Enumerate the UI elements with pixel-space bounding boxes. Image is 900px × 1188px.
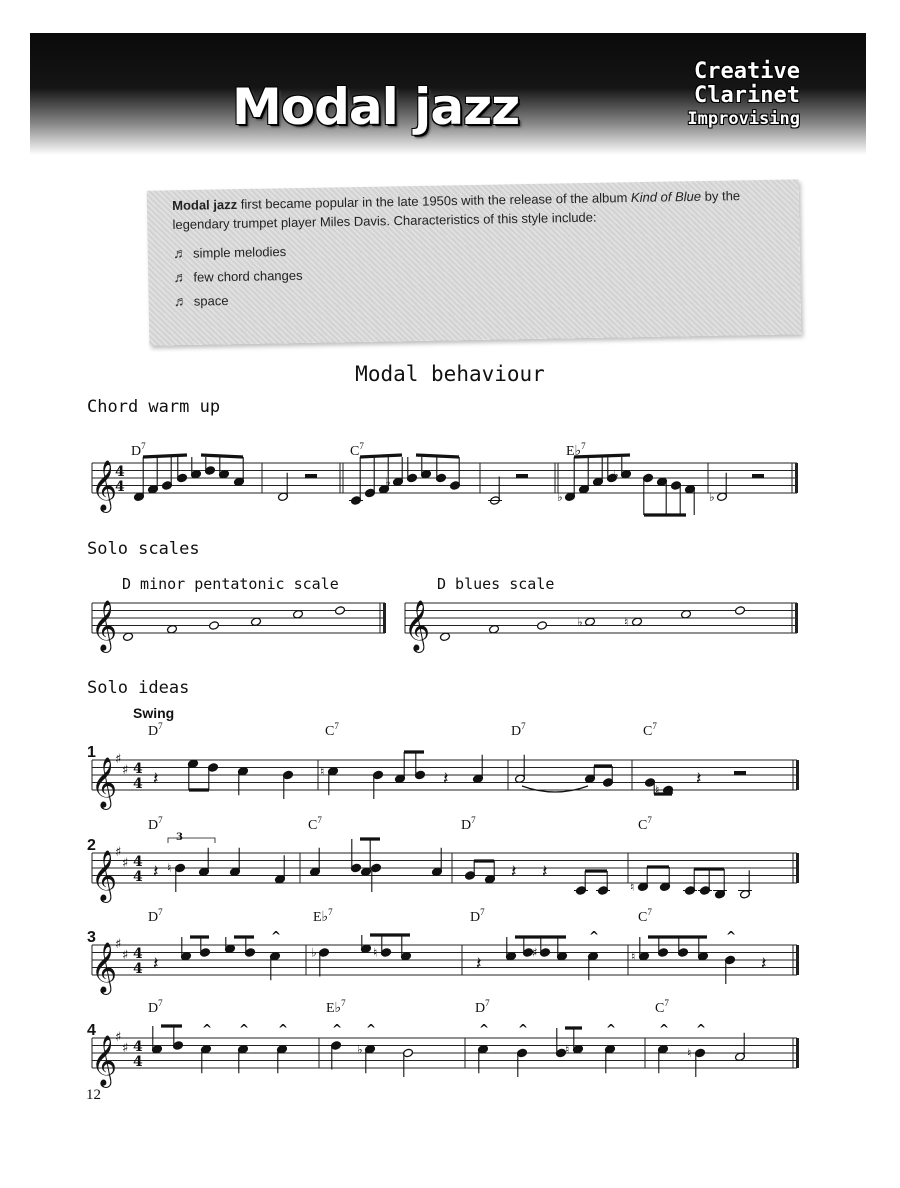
quarter-rest: 𝄽	[761, 953, 767, 975]
series-line-1: Creative	[694, 59, 800, 84]
accent-mark: ^	[726, 929, 737, 943]
beam	[201, 455, 243, 457]
time-sig-bottom: 4	[115, 479, 125, 495]
note-head	[735, 606, 746, 616]
notes-layer	[123, 455, 767, 1077]
chord-symbol: E♭$^7$	[326, 998, 346, 1016]
time-sig-bottom: 4	[133, 1054, 143, 1070]
tempo-marking: Swing	[133, 705, 175, 721]
chord-symbol: E♭$^7$	[566, 441, 586, 459]
chord-extension: 7	[652, 721, 657, 731]
accidental: ♮	[167, 861, 172, 875]
accent-mark: ^	[271, 929, 282, 943]
chord-extension: 7	[141, 441, 146, 451]
time-sig-top: 4	[133, 1039, 143, 1055]
half-rest	[734, 771, 746, 775]
chord-symbol: $D^7$	[131, 441, 146, 459]
chord-extension: 7	[664, 998, 669, 1008]
accidental: ♮	[320, 764, 325, 779]
note-head	[335, 606, 346, 616]
half-rest	[305, 474, 317, 478]
accidental: ♮	[631, 949, 636, 964]
time-sig-bottom: 4	[133, 869, 143, 885]
heading-warmup: Chord warm up	[87, 397, 221, 417]
intro-text-2: by the legendary trumpet player Miles Davis. Characteristics of this style include:	[172, 188, 741, 232]
chord-symbol: $C^7$	[638, 907, 652, 925]
chord-symbol: $D^7$	[470, 907, 485, 925]
chord-symbol: $D^7$	[511, 721, 526, 739]
sharp-sign: ♯	[122, 948, 129, 963]
accent-mark: ^	[606, 1022, 617, 1036]
quarter-rest: 𝄽	[542, 861, 548, 883]
chord-symbol: $C^7$	[655, 998, 669, 1016]
tie	[522, 786, 588, 792]
accidental: ♮	[630, 879, 635, 894]
sharp-sign: ♯	[115, 937, 122, 952]
bullet-text: few chord changes	[193, 267, 303, 285]
accent-mark: ^	[366, 1022, 377, 1036]
time-sig-bottom: 4	[133, 776, 143, 792]
scale-label-blues: D blues scale	[437, 575, 555, 593]
time-sig-top: 4	[133, 761, 143, 777]
sharp-sign: ♯	[115, 1030, 122, 1045]
scale-label-pentatonic: D minor pentatonic scale	[122, 575, 339, 593]
line-number: 1	[87, 744, 96, 761]
accent-mark: ^	[696, 1022, 707, 1036]
quarter-rest: 𝄽	[153, 861, 159, 883]
sharp-sign: ♯	[122, 1041, 129, 1056]
treble-clef: 𝄞	[404, 600, 431, 651]
sharp-sign: ♯	[122, 856, 129, 871]
quarter-rest: 𝄽	[153, 768, 159, 790]
treble-clef: 𝄞	[91, 600, 118, 651]
treble-clef: 𝄞	[91, 1035, 118, 1086]
chord-symbol: $C^7$	[643, 721, 657, 739]
accent-mark: ^	[332, 1022, 343, 1036]
music-note-icon: ♬	[173, 292, 188, 309]
sharp-sign: ♯	[115, 752, 122, 767]
page-title: Modal jazz	[232, 78, 520, 136]
music-note-icon: ♬	[172, 244, 188, 261]
accidental: ♭	[577, 614, 583, 629]
chord-extension: 7	[334, 721, 339, 731]
bullet-text: simple melodies	[192, 244, 287, 261]
accidental: ♭	[557, 489, 563, 504]
bullet-text: space	[193, 293, 229, 309]
final-barline	[796, 945, 799, 975]
treble-clef: 𝄞	[91, 942, 118, 993]
quarter-rest: 𝄽	[153, 953, 159, 975]
accidental: ♭	[385, 474, 391, 489]
chord-extension: 7	[581, 441, 586, 451]
final-barline	[796, 1038, 799, 1068]
chord-extension: 7	[359, 441, 364, 451]
intro-text-1: first became popular in the late 1950s with the release of the album	[237, 189, 632, 212]
sharp-sign: ♯	[122, 763, 129, 778]
quarter-rest: 𝄽	[476, 953, 482, 975]
accidental: ♮	[687, 1046, 692, 1060]
accidental: ♭	[311, 945, 317, 960]
accidental: ♮	[373, 945, 378, 960]
quarter-rest: 𝄽	[511, 861, 517, 883]
accidental: ♭	[357, 1042, 363, 1057]
beam	[143, 455, 187, 457]
chord-symbol: $D^7$	[148, 815, 163, 833]
beam	[416, 455, 459, 457]
accidental: ♯	[532, 945, 538, 960]
time-sig-top: 4	[133, 946, 143, 962]
heading-scales: Solo scales	[87, 539, 200, 559]
final-barline	[795, 603, 798, 633]
accidental: ♮	[655, 783, 660, 797]
chord-symbol: E♭$^7$	[313, 907, 333, 925]
chord-symbol: $C^7$	[638, 815, 652, 833]
treble-clef: 𝄞	[91, 460, 118, 511]
series-line-2: Clarinet	[694, 83, 800, 108]
chord-symbol: $C^7$	[325, 721, 339, 739]
quarter-rest: 𝄽	[443, 768, 449, 790]
accidental: ♮	[624, 614, 629, 629]
half-rest	[752, 474, 764, 478]
series-line-3: Improvising	[687, 109, 800, 129]
line-number: 3	[87, 929, 96, 946]
sharp-sign: ♯	[115, 845, 122, 860]
accidental: ♭	[709, 489, 715, 504]
treble-clef: 𝄞	[91, 850, 118, 901]
chord-extension: 7	[647, 907, 652, 917]
accidental: ♭	[613, 467, 619, 482]
tuplet-number: 3	[176, 832, 183, 843]
chord-symbol: $D^7$	[475, 998, 490, 1016]
final-barline	[796, 760, 799, 790]
chord-symbol: $D^7$	[148, 907, 163, 925]
chord-extension: 7	[480, 907, 485, 917]
chord-extension: 7	[158, 907, 163, 917]
quarter-rest: 𝄽	[696, 768, 702, 790]
heading-ideas: Solo ideas	[87, 678, 190, 698]
chord-extension: 7	[328, 907, 333, 917]
time-sig-top: 4	[115, 464, 125, 480]
accent-mark: ^	[239, 1022, 250, 1036]
accidental: ♮	[565, 1042, 570, 1057]
chord-extension: 7	[521, 721, 526, 731]
chord-extension: 7	[158, 815, 163, 825]
accent-mark: ^	[589, 929, 600, 943]
half-rest	[516, 474, 528, 478]
chord-extension: 7	[471, 815, 476, 825]
treble-clef: 𝄞	[91, 757, 118, 808]
chord-symbol: $C^7$	[350, 441, 364, 459]
accent-mark: ^	[479, 1022, 490, 1036]
accent-mark: ^	[278, 1022, 289, 1036]
chord-extension: 7	[158, 998, 163, 1008]
album-title: Kind of Blue	[630, 188, 702, 205]
staff-lines	[92, 463, 797, 1068]
music-note-icon: ♬	[173, 268, 188, 285]
final-barline	[795, 463, 798, 493]
final-barline	[796, 853, 799, 883]
time-sig-bottom: 4	[133, 961, 143, 977]
line-number: 2	[87, 837, 96, 854]
intro-lead: Modal jazz	[172, 196, 238, 213]
note-head	[537, 621, 548, 631]
accent-mark: ^	[659, 1022, 670, 1036]
chord-extension: 7	[341, 998, 346, 1008]
chord-symbol: $C^7$	[308, 815, 322, 833]
chord-extension: 7	[485, 998, 490, 1008]
beam	[360, 455, 402, 457]
chord-symbol: $D^7$	[148, 998, 163, 1016]
chord-symbol: $D^7$	[461, 815, 476, 833]
chord-extension: 7	[158, 721, 163, 731]
section-title: Modal behaviour	[355, 362, 545, 386]
beam	[574, 455, 630, 457]
final-barline	[383, 603, 386, 633]
page-number: 12	[86, 1087, 101, 1103]
time-sig-top: 4	[133, 854, 143, 870]
accent-mark: ^	[202, 1022, 213, 1036]
chord-symbol: $D^7$	[148, 721, 163, 739]
note-head	[209, 621, 220, 631]
line-number: 4	[87, 1022, 96, 1039]
accent-mark: ^	[518, 1022, 529, 1036]
chord-extension: 7	[317, 815, 322, 825]
chord-extension: 7	[647, 815, 652, 825]
